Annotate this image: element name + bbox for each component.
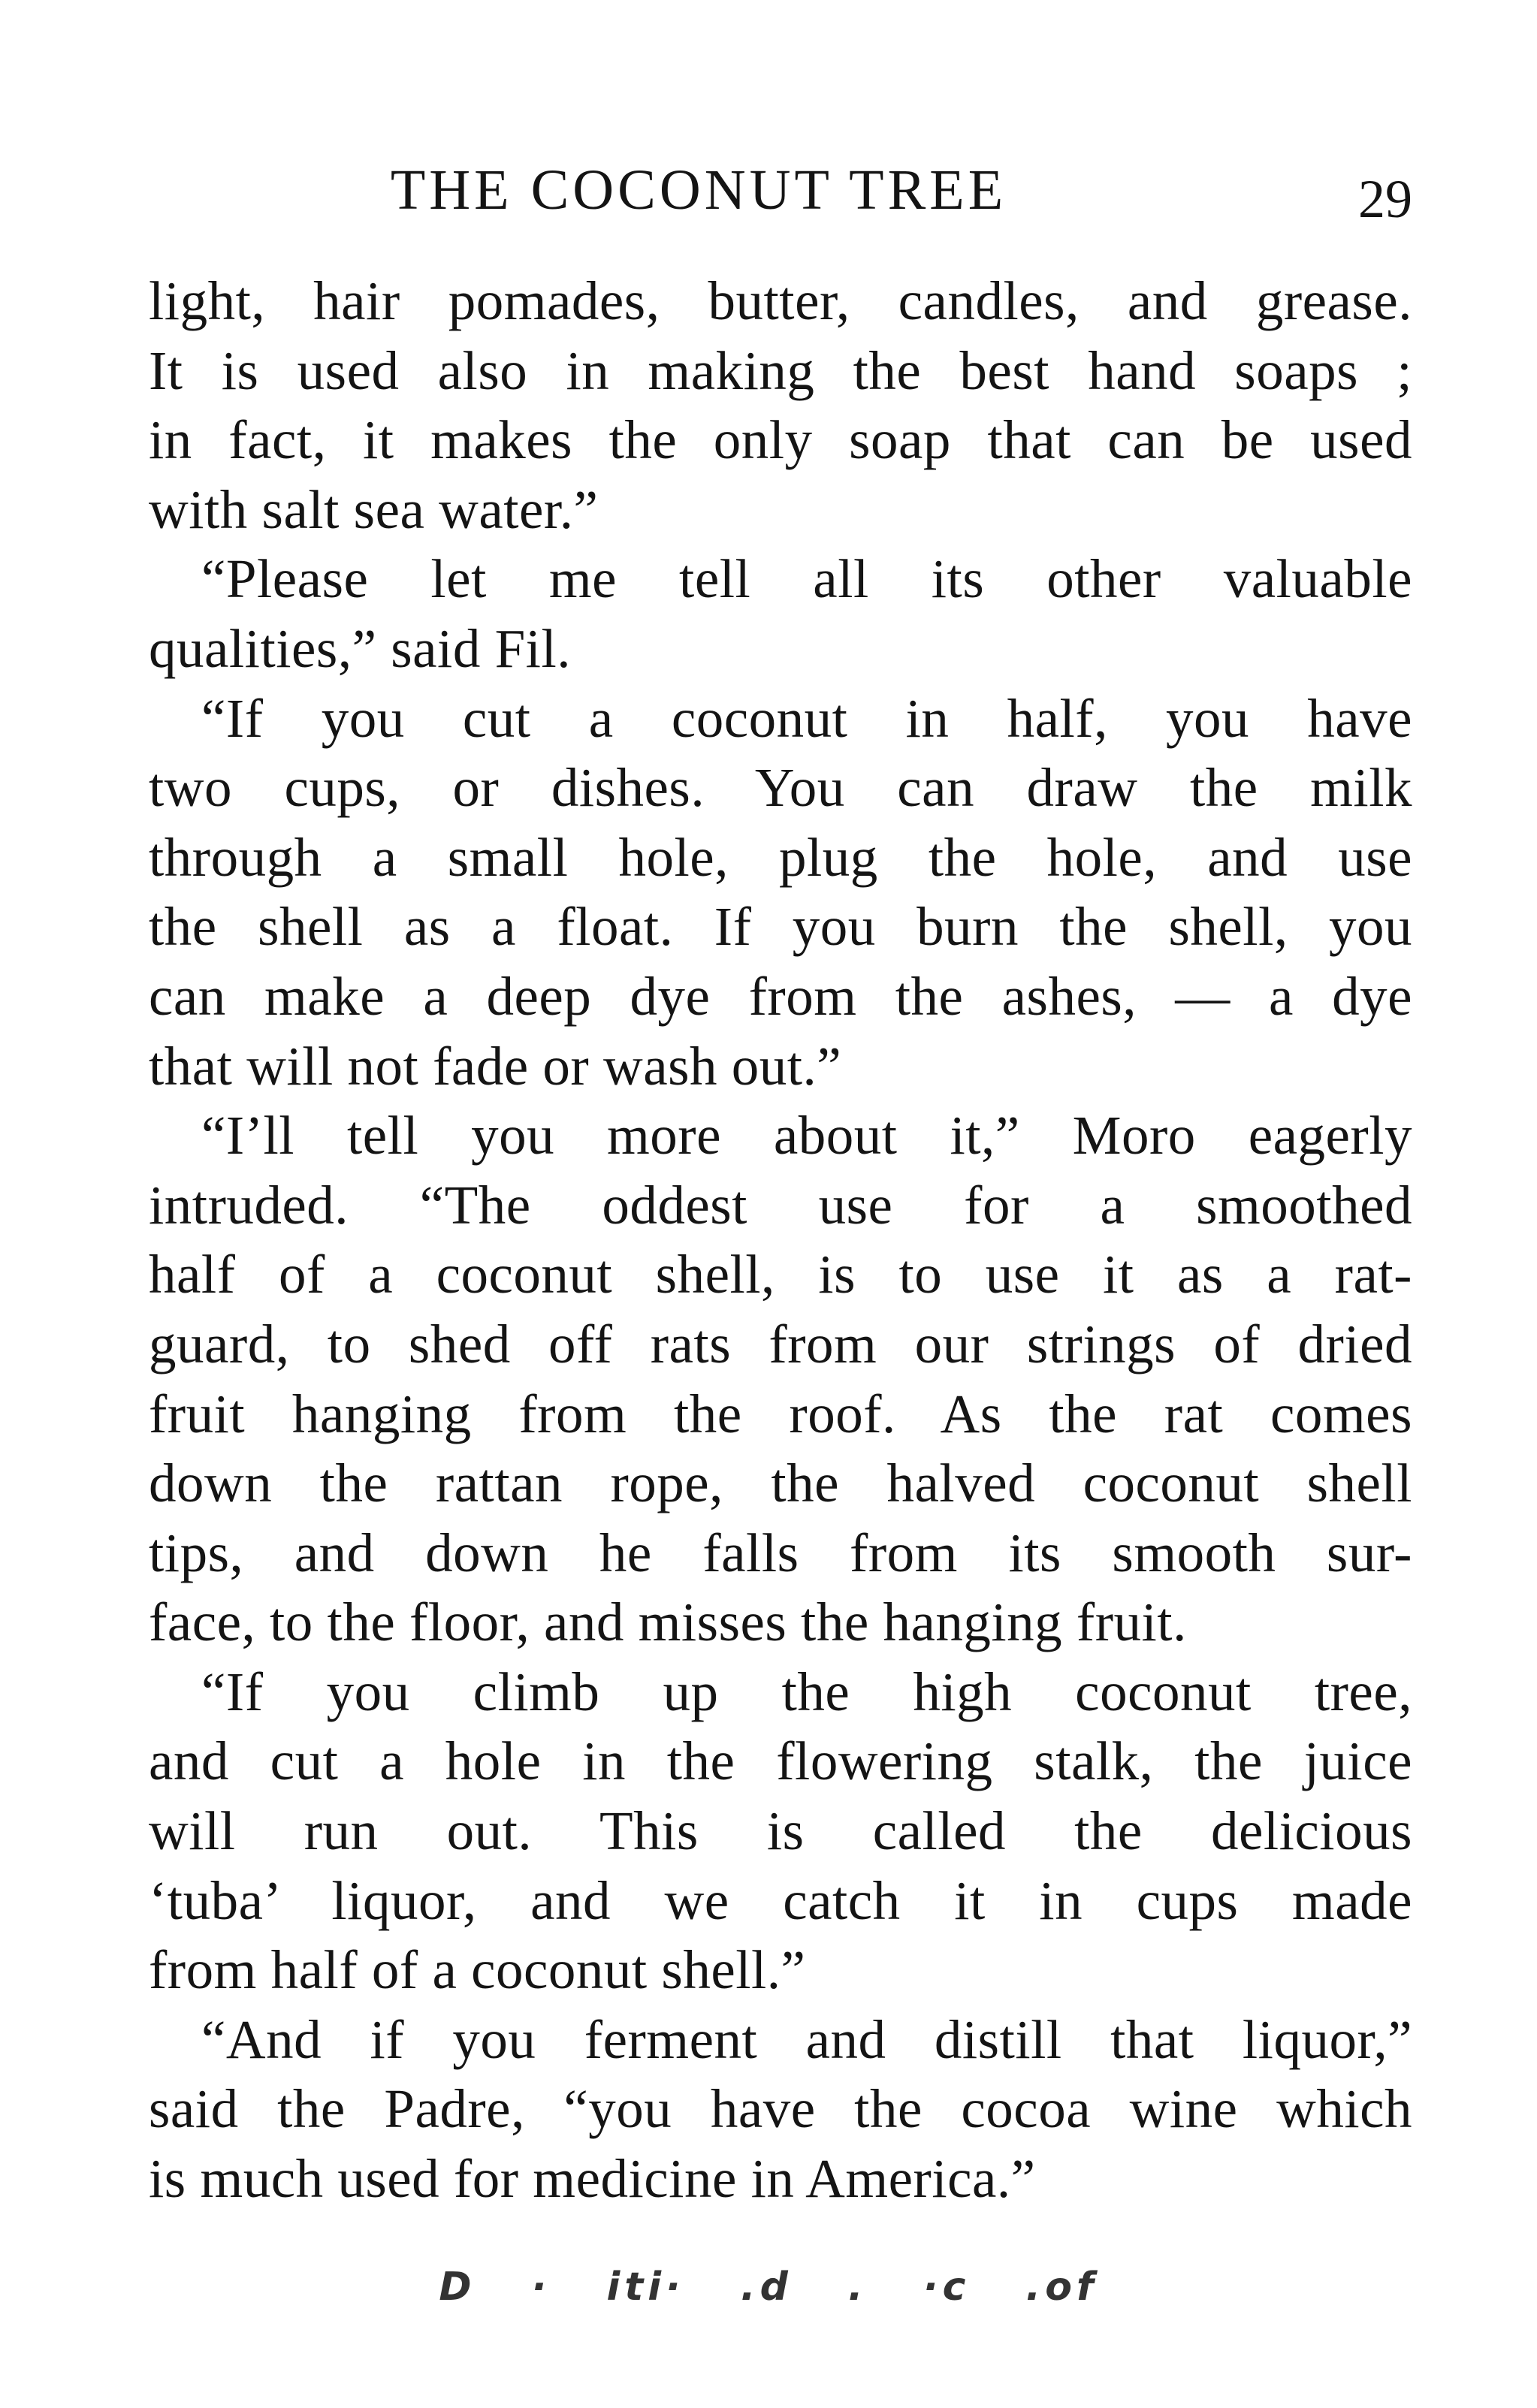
text-line: light, hair pomades, butter, candles, and grease. [149, 270, 1412, 331]
text-line: in fact, it makes the only soap that can be used [149, 409, 1412, 471]
text-line: “If you climb up the high coconut tree, [201, 1661, 1412, 1722]
text-line: two cups, or dishes. You can draw the milk [149, 757, 1412, 819]
chapter-title: THE COCONUT TREE [390, 158, 1007, 222]
text-line: down the rattan rope, the halved coconut shell [149, 1453, 1412, 1514]
page-number: 29 [1358, 169, 1412, 229]
text-line: from half of a coconut shell.” [149, 1939, 806, 2001]
text-line: and cut a hole in the flowering stalk, the juice [149, 1731, 1412, 1792]
body-text [149, 267, 1412, 2214]
text-line: qualities,” said Fil. [149, 617, 571, 679]
text-line: the shell as a float. If you burn the shell, you [149, 896, 1412, 958]
text-line: guard, to shed off rats from our strings of dried [149, 1313, 1412, 1374]
text-line: through a small hole, plug the hole, and use [149, 826, 1412, 888]
text-line: that will not fade or wash out.” [149, 1035, 842, 1097]
text-line: “I’ll tell you more about it,” Moro eagerly [201, 1105, 1412, 1166]
text-line: will run out. This is called the delicious [149, 1800, 1412, 1862]
running-head [150, 156, 1412, 229]
text-line: fruit hanging from the roof. As the rat comes [149, 1383, 1412, 1444]
text-line: with salt sea water.” [149, 478, 599, 540]
text-line: can make a deep dye from the ashes, — a dye [149, 965, 1412, 1027]
text-line: face, to the floor, and misses the hanging fruit. [149, 1592, 1187, 1653]
text-line: intruded. “The oddest use for a smoothed [149, 1174, 1412, 1236]
text-line: “Please let me tell all its other valuable [201, 548, 1412, 610]
digitization-watermark: D · iti· .d . ·c .of [439, 2265, 1098, 2310]
text-line: “And if you ferment and distill that liquor,” [201, 2008, 1412, 2070]
text-line: It is used also in making the best hand soaps ; [149, 339, 1412, 401]
text-line: ‘tuba’ liquor, and we catch it in cups made [149, 1869, 1412, 1931]
text-line: half of a coconut shell, is to use it as a rat- [149, 1244, 1412, 1305]
text-line: tips, and down he falls from its smooth sur- [149, 1522, 1412, 1583]
text-line: “If you cut a coconut in half, you have [201, 687, 1412, 749]
text-line: is much used for medicine in America.” [149, 2148, 1036, 2210]
text-line: said the Padre, “you have the cocoa wine which [149, 2078, 1412, 2140]
